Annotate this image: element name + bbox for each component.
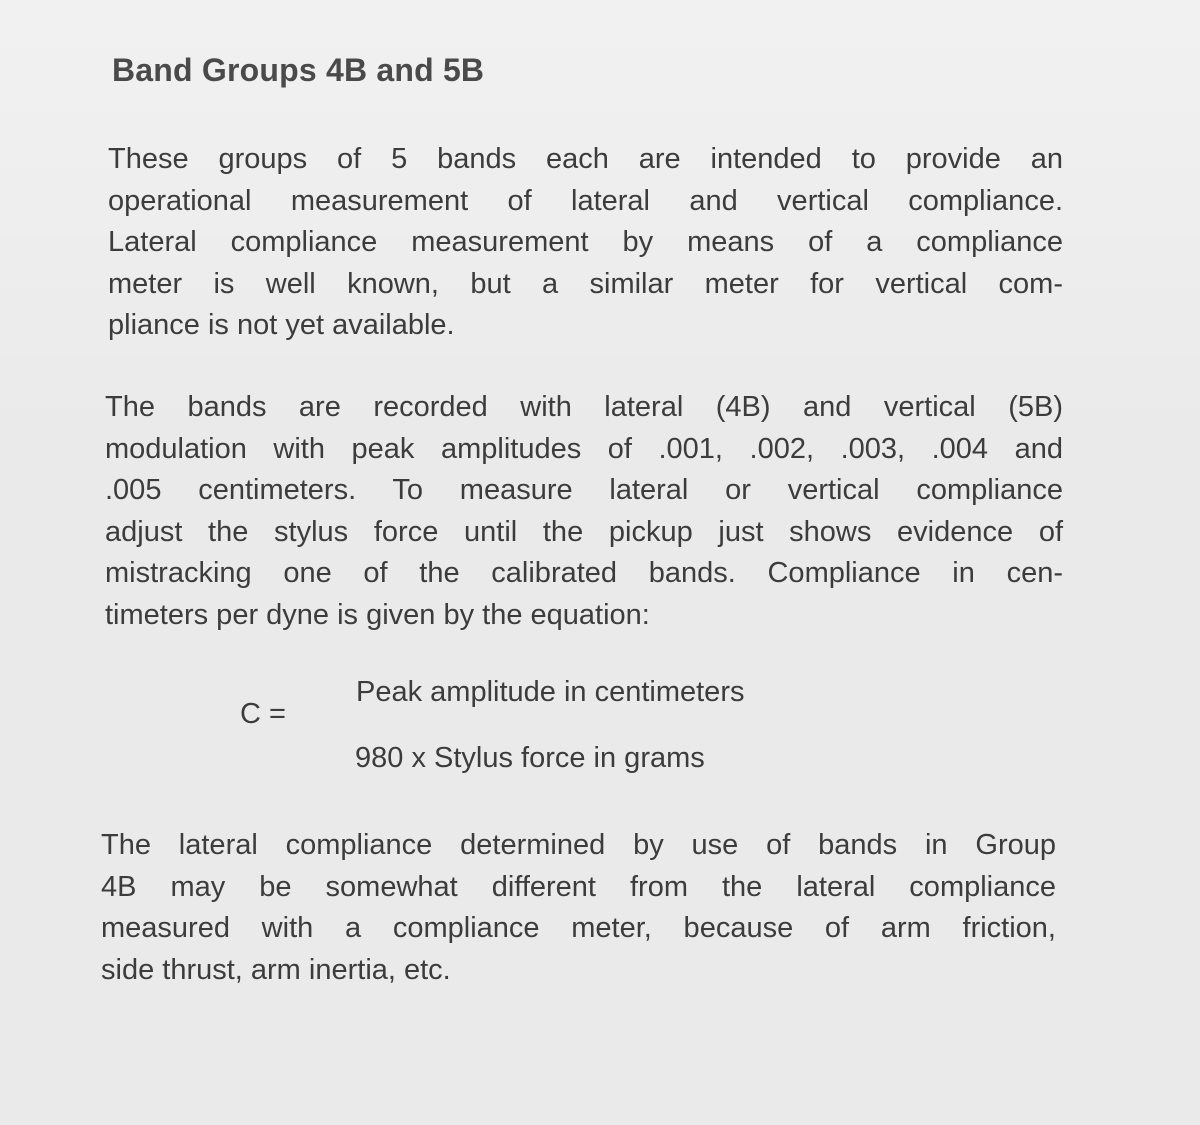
paragraph-line: The bands are recorded with lateral (4B) and vertical (5B) — [105, 391, 1063, 423]
paragraph-line: measured with a compliance meter, because of arm friction, — [101, 912, 1056, 944]
equation-lhs: C = — [240, 698, 286, 730]
paragraph-line: 4B may be somewhat different from the lateral compliance — [101, 870, 1056, 903]
paragraph-line: Lateral compliance measurement by means of a compliance — [108, 226, 1063, 258]
paragraph-note — [101, 825, 1056, 991]
paragraph-line: These groups of 5 bands each are intended to provide an — [108, 143, 1063, 175]
paragraph-line: side thrust, arm inertia, etc. — [101, 953, 451, 986]
equation-denominator: 980 x Stylus force in grams — [355, 742, 705, 774]
equation-numerator: Peak amplitude in centimeters — [356, 676, 745, 708]
paragraph-line: meter is well known, but a similar meter for vertical com- — [108, 267, 1063, 300]
section-heading: Band Groups 4B and 5B — [112, 52, 485, 88]
paragraph-line: adjust the stylus force until the pickup just shows evidence of — [105, 515, 1063, 548]
paragraph-line: timeters per dyne is given by the equation: — [105, 598, 650, 631]
paragraph-intro — [108, 139, 1063, 347]
paragraph-line: .005 centimeters. To measure lateral or vertical compliance — [105, 474, 1063, 506]
paragraph-line: The lateral compliance determined by use of bands in Group — [101, 829, 1056, 861]
paragraph-line: modulation with peak amplitudes of .001, .002, .003, .004 and — [105, 432, 1063, 465]
paragraph-line: operational measurement of lateral and vertical compliance. — [108, 184, 1063, 217]
paragraph-method — [105, 387, 1063, 636]
paragraph-line: mistracking one of the calibrated bands. Compliance in cen- — [105, 557, 1063, 589]
paragraph-line: pliance is not yet available. — [108, 309, 455, 341]
